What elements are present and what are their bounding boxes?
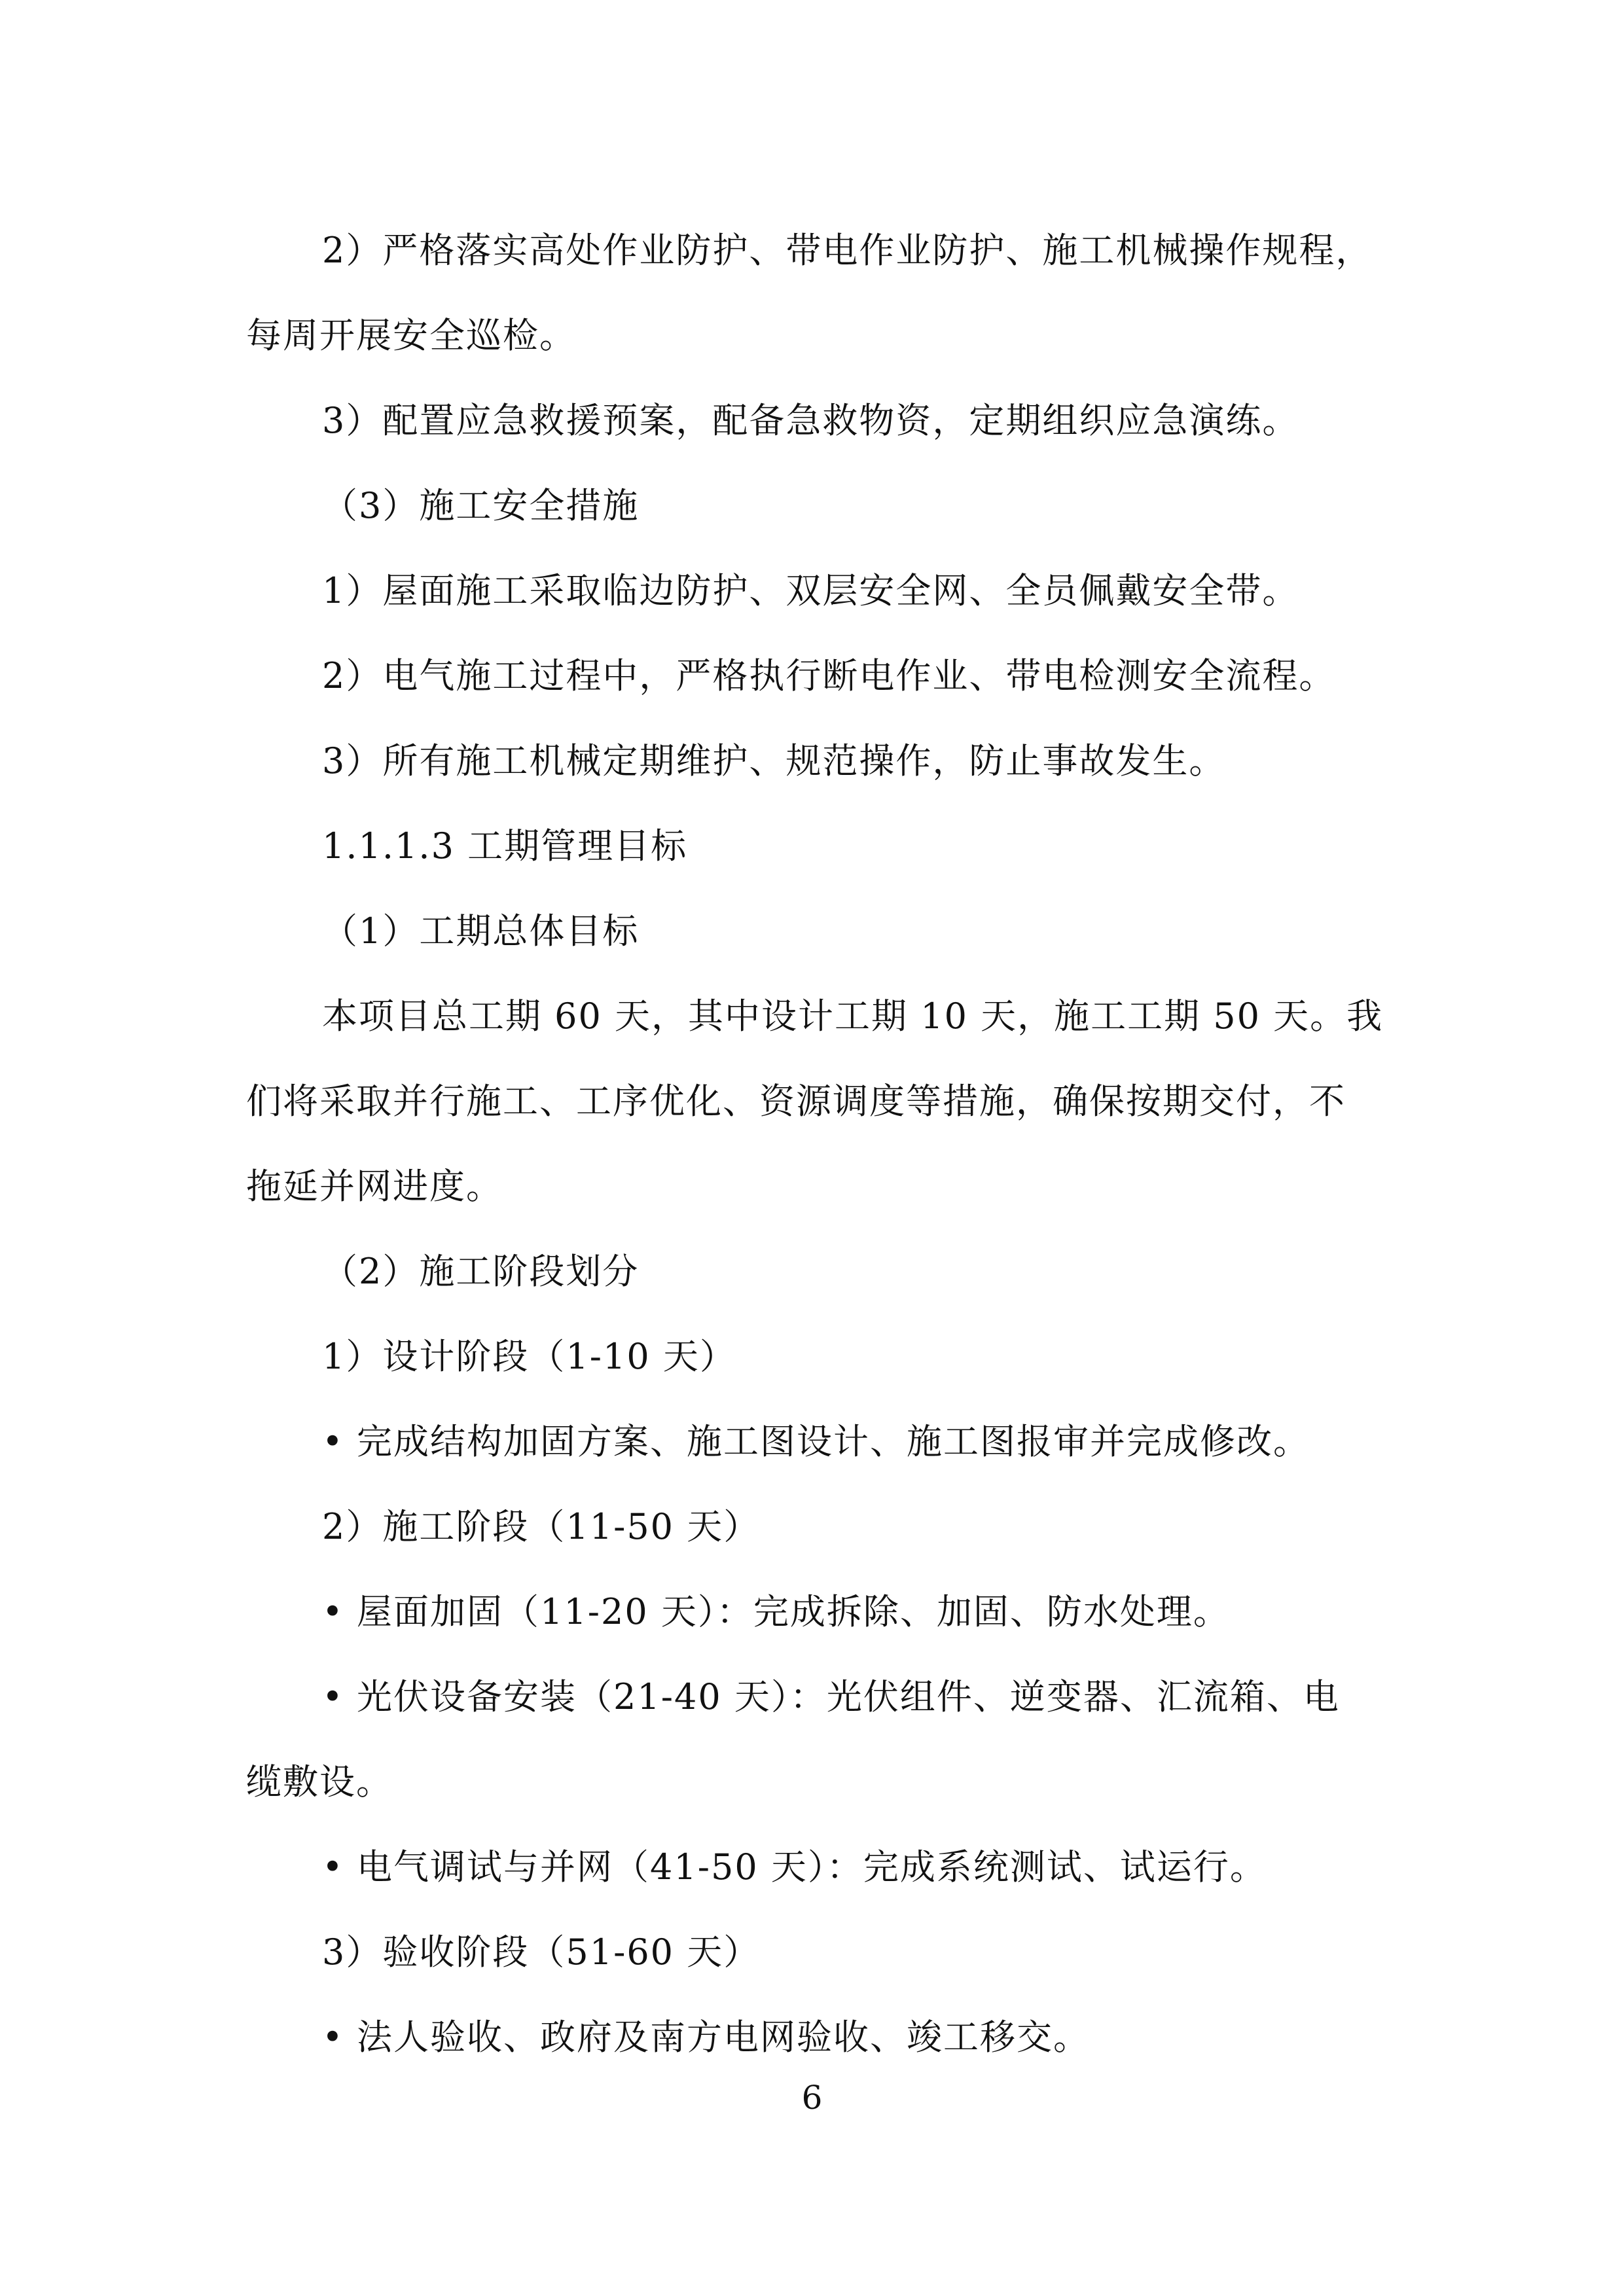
paragraph-line: 3）所有施工机械定期维护、规范操作，防止事故发生。 bbox=[322, 740, 1226, 781]
bullet-item: • 光伏设备安装（21-40 天）：光伏组件、逆变器、汇流箱、电 bbox=[322, 1676, 1340, 1717]
paragraph-line: 2）严格落实高处作业防护、带电作业防护、施工机械操作规程， bbox=[322, 230, 1373, 271]
paragraph-line: 1）设计阶段（1-10 天） bbox=[322, 1336, 736, 1377]
document-body bbox=[246, 208, 1385, 2080]
paragraph-line: 拖延并网进度。 bbox=[246, 1166, 503, 1207]
section-heading: （1）工期总体目标 bbox=[322, 910, 640, 952]
paragraph-line: 3）验收阶段（51-60 天） bbox=[322, 1931, 761, 1973]
paragraph-line: 3）配置应急救援预案，配备急救物资，定期组织应急演练。 bbox=[322, 400, 1299, 441]
bullet-item: • 完成结构加固方案、施工图设计、施工图报审并完成修改。 bbox=[322, 1421, 1310, 1462]
section-heading: （2）施工阶段划分 bbox=[322, 1251, 640, 1292]
bullet-item: • 屋面加固（11-20 天）：完成拆除、加固、防水处理。 bbox=[322, 1591, 1230, 1632]
paragraph-line: 1）屋面施工采取临边防护、双层安全网、全员佩戴安全带。 bbox=[322, 570, 1299, 611]
page-number: 6 bbox=[801, 2079, 823, 2117]
paragraph-line: 们将采取并行施工、工序优化、资源调度等措施，确保按期交付，不 bbox=[246, 1081, 1346, 1122]
paragraph-line: 每周开展安全巡检。 bbox=[246, 315, 576, 356]
paragraph-line: 本项目总工期 60 天，其中设计工期 10 天，施工工期 50 天。我 bbox=[322, 996, 1384, 1037]
section-heading: （3）施工安全措施 bbox=[322, 485, 640, 526]
bullet-item: • 电气调试与并网（41-50 天）：完成系统测试、试运行。 bbox=[322, 1846, 1267, 1888]
section-heading: 1.1.1.3 工期管理目标 bbox=[322, 825, 688, 867]
paragraph-line: 2）施工阶段（11-50 天） bbox=[322, 1506, 761, 1547]
paragraph-line: 缆敷设。 bbox=[246, 1761, 393, 1803]
bullet-item: • 法人验收、政府及南方电网验收、竣工移交。 bbox=[322, 2017, 1091, 2058]
paragraph-line: 2）电气施工过程中，严格执行断电作业、带电检测安全流程。 bbox=[322, 655, 1336, 696]
